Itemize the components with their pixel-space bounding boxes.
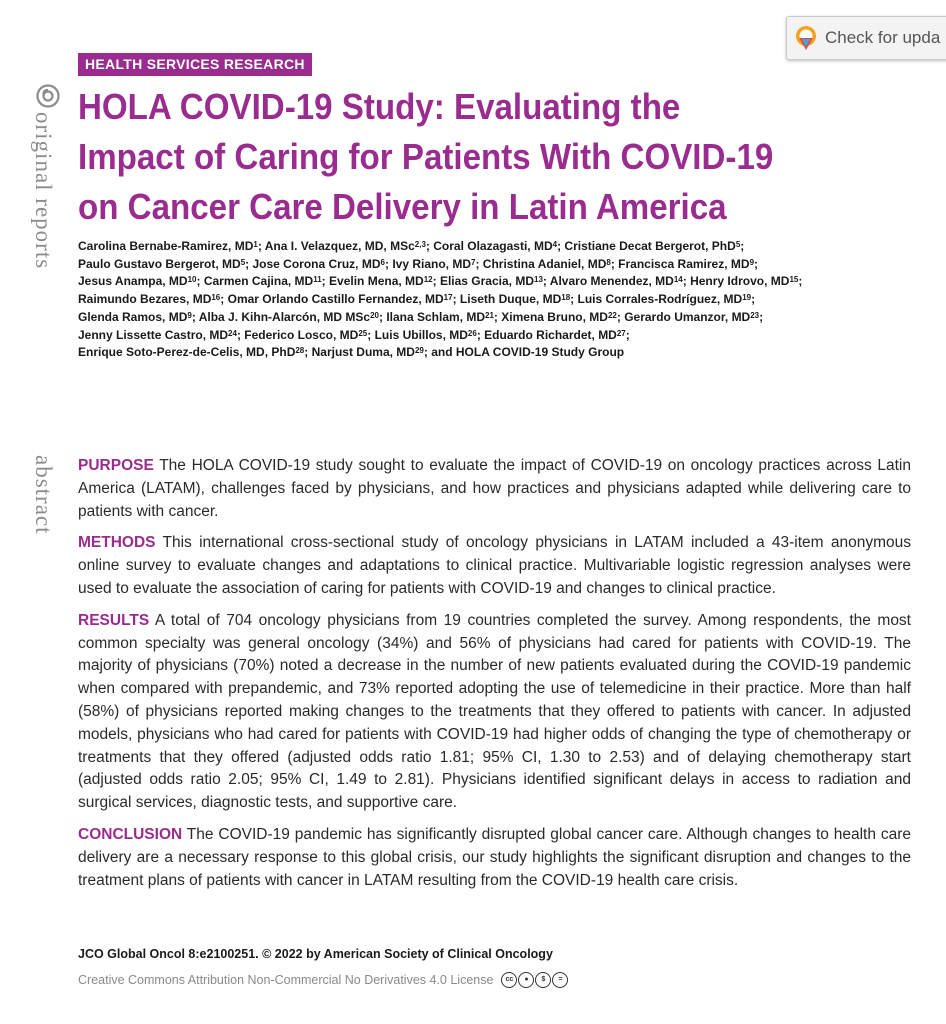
author-name: Liseth Duque, MD xyxy=(459,292,562,307)
author-affiliation: 6 xyxy=(380,257,385,267)
author-affiliation: 19 xyxy=(742,293,752,303)
results-heading: RESULTS xyxy=(78,611,150,629)
author-affiliation: 15 xyxy=(789,275,799,285)
side-label-original-reports: original reports xyxy=(31,112,56,270)
crossmark-icon xyxy=(795,25,817,51)
results-text: A total of 704 oncology physicians from 19 countries completed the survey. Among respondents, the most common specialty was general oncology (34%) and 56% of physicians had cared for patients with COVID-19. The majority of physicians (70%) noted a decrease in the number of new patients evaluated during the COVID-19 pandemic when compared with prepandemic, and 73% reported adopting the use of telemedicine in their practice. More than half (58%) of physicians reported making changes to the treatments that they offered to patients with cancer. In adjusted models, physicians who had cared for patients with COVID-19 had higher odds of changing the type of chemotherapy or treatments that they offered (adjusted odds ratio 1.81; 95% CI, 1.30 to 2.53) and of delaying chemotherapy start (adjusted odds ratio 2.05; 95% CI, 1.49 to 2.81). Physicians identified significant delays in access to radiation and surgical services, diagnostic tests, and supportive care. xyxy=(78,611,911,812)
methods-text: This international cross-sectional study of oncology physicians in LATAM included a 43-item anonymous online survey to evaluate changes and adaptations to clinical practice. Multivariable logistic regression analyses were used to evaluate the association of caring for patients with COVID-19 and changes to clinical practice. xyxy=(78,534,911,597)
author-name: Enrique Soto-Perez-de-Celis, MD, PhD xyxy=(78,345,296,360)
author-affiliation: 21 xyxy=(485,310,494,320)
author-name: Ximena Bruno, MD xyxy=(501,309,608,324)
author-name: Omar Orlando Castillo Fernandez, MD xyxy=(227,292,444,307)
author-name: Federico Losco, MD xyxy=(244,327,359,342)
author-affiliation: 5 xyxy=(240,257,246,267)
author-name: Carolina Bernabe-Ramirez, MD xyxy=(78,239,254,253)
author-affiliation: 9 xyxy=(187,310,192,320)
abstract-conclusion xyxy=(78,824,911,892)
author-affiliation: 27 xyxy=(616,328,626,338)
author-name: Henry Idrovo, MD xyxy=(690,274,790,289)
author-affiliation: 8 xyxy=(606,257,611,267)
author-affiliation: 1 xyxy=(253,240,258,249)
methods-heading: METHODS xyxy=(78,534,156,552)
author-affiliation: 24 xyxy=(228,328,237,338)
author-name: Ivy Riano, MD xyxy=(392,256,471,271)
author-affiliation: 20 xyxy=(370,310,379,320)
author-name: Jesus Anampa, MD xyxy=(78,274,188,289)
author-name: Evelin Mena, MD xyxy=(329,274,424,289)
author-name: Glenda Ramos, MD xyxy=(78,309,188,324)
author-affiliation: 12 xyxy=(423,275,433,285)
author-affiliation: 28 xyxy=(295,346,305,356)
author-name: Luis Ubillos, MD xyxy=(374,327,468,342)
author-name: Eduardo Richardet, MD xyxy=(484,327,617,342)
author-affiliation: 7 xyxy=(471,257,476,267)
cc-icon: cc xyxy=(501,972,517,988)
author-affiliation: 5 xyxy=(735,240,741,249)
abstract-results xyxy=(78,610,911,815)
author-name: Jose Corona Cruz, MD xyxy=(252,256,381,271)
article-title xyxy=(78,82,851,232)
nd-icon: = xyxy=(552,972,568,988)
author-affiliation: 11 xyxy=(313,275,322,285)
author-name: Gerardo Umanzor, MD xyxy=(624,309,751,324)
author-name: Alvaro Menendez, MD xyxy=(549,274,674,289)
title-line: HOLA COVID-19 Study: Evaluating the xyxy=(78,86,681,127)
author-name: and HOLA COVID-19 Study Group xyxy=(431,345,625,360)
author-name: Raimundo Bezares, MD xyxy=(78,292,212,307)
section-badge: HEALTH SERVICES RESEARCH xyxy=(78,53,312,76)
author-name: Ilana Schlam, MD xyxy=(386,309,486,324)
purpose-heading: PURPOSE xyxy=(78,457,154,474)
author-name: Ana I. Velazquez, MD, MSc xyxy=(264,239,415,253)
side-label-abstract: abstract xyxy=(31,455,56,535)
by-icon: ● xyxy=(518,972,534,988)
author-list: Carolina Bernabe-Ramirez, $MD^1$; Ana I. Velazquez, MD, MSc$^{2,3}$; Coral Olazagasti, $MD^4$; Cristiane Decat Bergerot, PhD$^5$; Paulo Gustavo Bergerot, $MD^5$; Jose Corona Cruz, $MD^6$; Ivy Riano, $MD^7$; Christina Adaniel, $MD^8$; Francisca Ramirez, $MD^9$; Jesus Anampa, MD$^{10}$; Carmen Cajina, MD$^{11}$; Evelin Mena, MD$^{12}$; Elias Gracia, MD$^{13}$; Alvaro Menendez, MD$^{14}$; Henry Idrovo, MD$^{15}$; Raimundo Bezares, MD$^{16}$; Omar Orlando Castillo Fernandez, MD$^{17}$; Liseth Duque, MD$^{18}$; Luis Corrales-Rodríguez, MD$^{19}$; Glenda Ramos, $MD^9$; Alba J. Kihn-Alarcón, MD MSc$^{20}$; Ilana Schlam, MD$^{21}$; Ximena Bruno, MD$^{22}$; Gerardo Umanzor, MD$^{23}$; Jenny Lissette Castro, MD$^{24}$; Federico Losco, MD$^{25}$; Luis Ubillos, MD$^{26}$; Eduardo Richardet, MD$^{27}$; Enrique Soto-Perez-de-Celis, MD, PhD$^{28}$; Narjust Duma, MD$^{29}$; and HOLA COVID-19 Study Group xyxy=(78,239,803,360)
author-affiliation: 17 xyxy=(443,293,453,303)
author-name: Christina Adaniel, MD xyxy=(482,256,607,271)
author-affiliation: 10 xyxy=(187,275,197,285)
title-line: on Cancer Care Delivery in Latin America xyxy=(78,186,727,227)
author-affiliation: 2,3 xyxy=(414,240,426,249)
author-name: Narjust Duma, MD xyxy=(311,345,415,360)
nc-icon: $ xyxy=(535,972,551,988)
author-affiliation: 26 xyxy=(467,328,477,338)
abstract xyxy=(78,455,911,901)
author-affiliation: 4 xyxy=(552,240,558,249)
abstract-methods xyxy=(78,532,911,600)
check-for-updates-button[interactable] xyxy=(786,16,946,60)
author-name: Elias Gracia, MD xyxy=(439,274,534,289)
author-affiliation: 29 xyxy=(414,346,424,356)
title-line: Impact of Caring for Patients With COVID-19 xyxy=(78,136,774,177)
author-affiliation: 16 xyxy=(211,293,221,303)
purpose-text: The HOLA COVID-19 study sought to evaluate the impact of COVID-19 on oncology practices across Latin America (LATAM), challenges faced by physicians, and how practices and physicians adapted while delivering care to patients with cancer. xyxy=(78,457,911,520)
author-affiliation: 9 xyxy=(749,257,755,267)
license-line xyxy=(78,972,569,988)
cc-license-badge xyxy=(501,972,569,988)
conclusion-text: The COVID-19 pandemic has significantly disrupted global cancer care. Although changes to health care delivery are a necessary response to this global crisis, our study highlights the significant disruption and changes to the treatment plans of patients with cancer in LATAM resulting from the COVID-19 health care crisis. xyxy=(78,825,911,889)
abstract-purpose xyxy=(78,455,911,523)
conclusion-heading: CONCLUSION xyxy=(78,825,183,843)
author-name: Jenny Lissette Castro, MD xyxy=(78,327,229,342)
citation: JCO Global Oncol 8:e2100251. © 2022 by American Society of Clinical Oncology xyxy=(78,947,553,961)
author-affiliation: 22 xyxy=(607,310,617,320)
license-link[interactable]: Creative Commons Attribution Non-Commercial No Derivatives 4.0 License xyxy=(78,973,494,987)
author-affiliation: 25 xyxy=(358,328,368,338)
author-affiliation: 18 xyxy=(561,293,571,303)
author-name: Paulo Gustavo Bergerot, MD xyxy=(78,256,241,271)
author-name: Coral Olazagasti, MD xyxy=(433,239,553,253)
author-name: Alba J. Kihn-Alarcón, MD MSc xyxy=(198,309,371,324)
open-access-icon xyxy=(36,84,60,113)
author-name: Cristiane Decat Bergerot, PhD xyxy=(564,239,736,253)
author-name: Carmen Cajina, MD xyxy=(203,274,314,289)
author-name: Francisca Ramirez, MD xyxy=(618,256,750,271)
author-affiliation: 13 xyxy=(534,275,543,285)
author-name: Luis Corrales-Rodríguez, MD xyxy=(577,292,743,307)
check-for-updates-label: Check for upda xyxy=(825,28,941,47)
author-affiliation: 14 xyxy=(673,275,683,285)
author-affiliation: 23 xyxy=(750,310,760,320)
